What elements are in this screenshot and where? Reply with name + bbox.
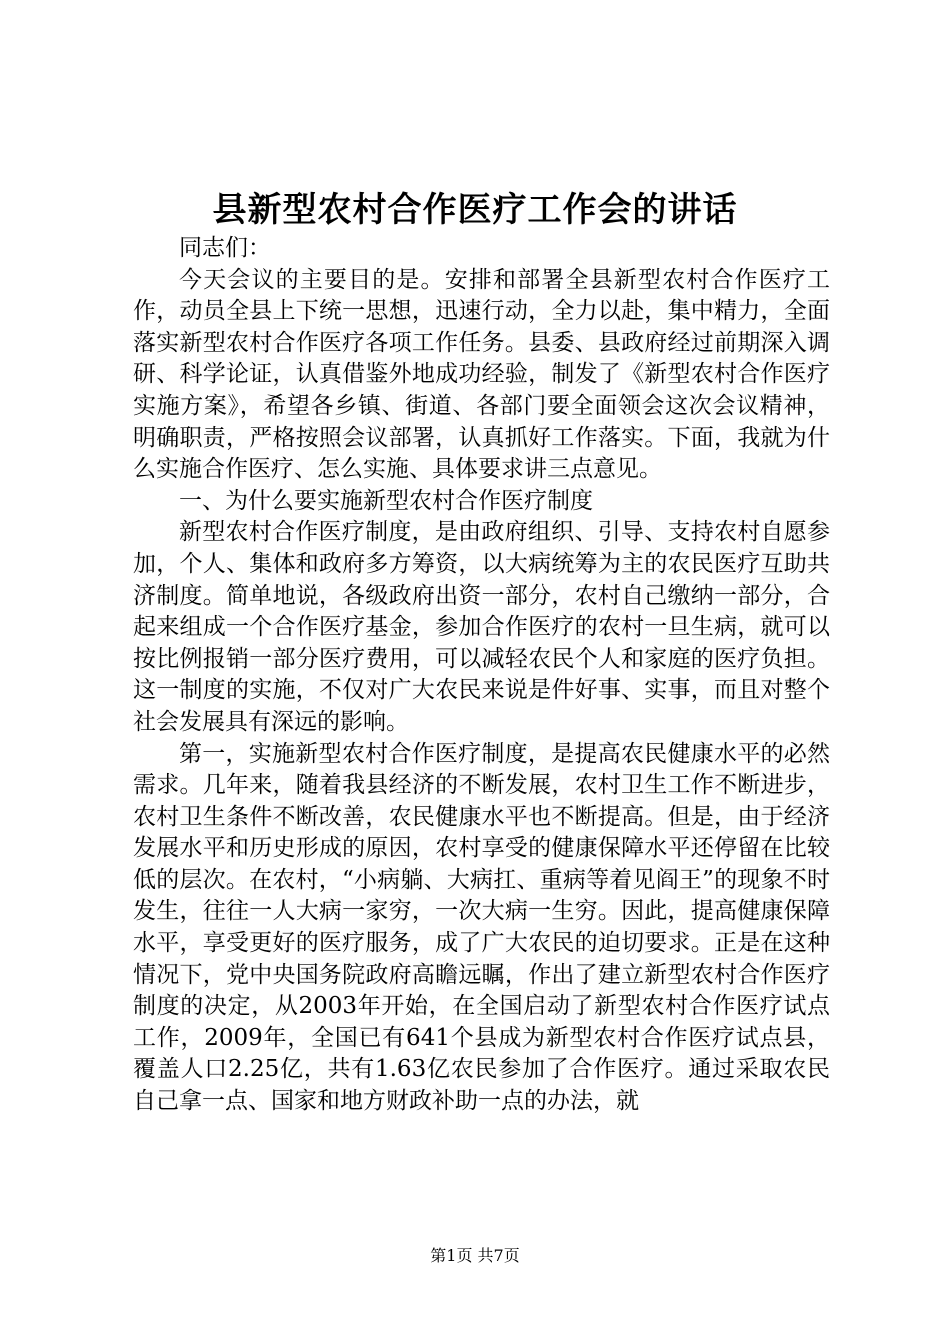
document-body (133, 233, 830, 1118)
paragraph-intro: 今天会议的主要目的是。安排和部署全县新型农村合作医疗工作，动员全县上下统一思想，迅速行动，全力以赴，集中精力，全面落实新型农村合作医疗各项工作任务。县委、县政府经过前期深入调研、科学论证，认真借鉴外地成功经验，制发了《新型农村合作医疗实施方案》，希望各乡镇、街道、各部门要全面领会这次会议精神，明确职责，严格按照会议部署，认真抓好工作落实。下面，我就为什么实施合作医疗、怎么实施、具体要求讲三点意见。 (133, 266, 830, 483)
paragraph-first-point: 第一，实施新型农村合作医疗制度，是提高农民健康水平的必然需求。几年来，随着我县经济的不断发展，农村卫生工作不断进步，农村卫生条件不断改善，农民健康水平也不断提高。但是，由于经济发展水平和历史形成的原因，农村享受的健康保障水平还停留在比较低的层次。在农村，“小病躺、大病扛、重病等着见阎王”的现象不时发生，往往一人大病一家穷，一次大病一生穷。因此，提高健康保障水平，享受更好的医疗服务，成了广大农民的迫切要求。正是在这种情况下，党中央国务院政府高瞻远瞩，作出了建立新型农村合作医疗制度的决定，从2003年开始，在全国启动了新型农村合作医疗试点工作，2009年，全国已有641个县成为新型农村合作医疗试点县，覆盖人口2.25亿，共有1.63亿农民参加了合作医疗。通过采取农民自己拿一点、国家和地方财政补助一点的办法，就 (133, 740, 830, 1115)
paragraph-definition: 新型农村合作医疗制度，是由政府组织、引导、支持农村自愿参加，个人、集体和政府多方筹资，以大病统筹为主的农民医疗互助共济制度。简单地说，各级政府出资一部分，农村自己缴纳一部分，合起来组成一个合作医疗基金，参加合作医疗的农村一旦生病，就可以按比例报销一部分医疗费用，可以减轻农民个人和家庭的医疗负担。这一制度的实施，不仅对广大农民来说是件好事、实事，而且对整个社会发展具有深远的影响。 (133, 519, 830, 735)
page-number-footer: 第1页 共7页 (430, 1246, 520, 1265)
document-title: 县新型农村合作医疗工作会的讲话 (212, 190, 738, 230)
section-heading-1: 一、为什么要实施新型农村合作医疗制度 (179, 487, 593, 514)
salutation: 同志们： (179, 235, 271, 261)
